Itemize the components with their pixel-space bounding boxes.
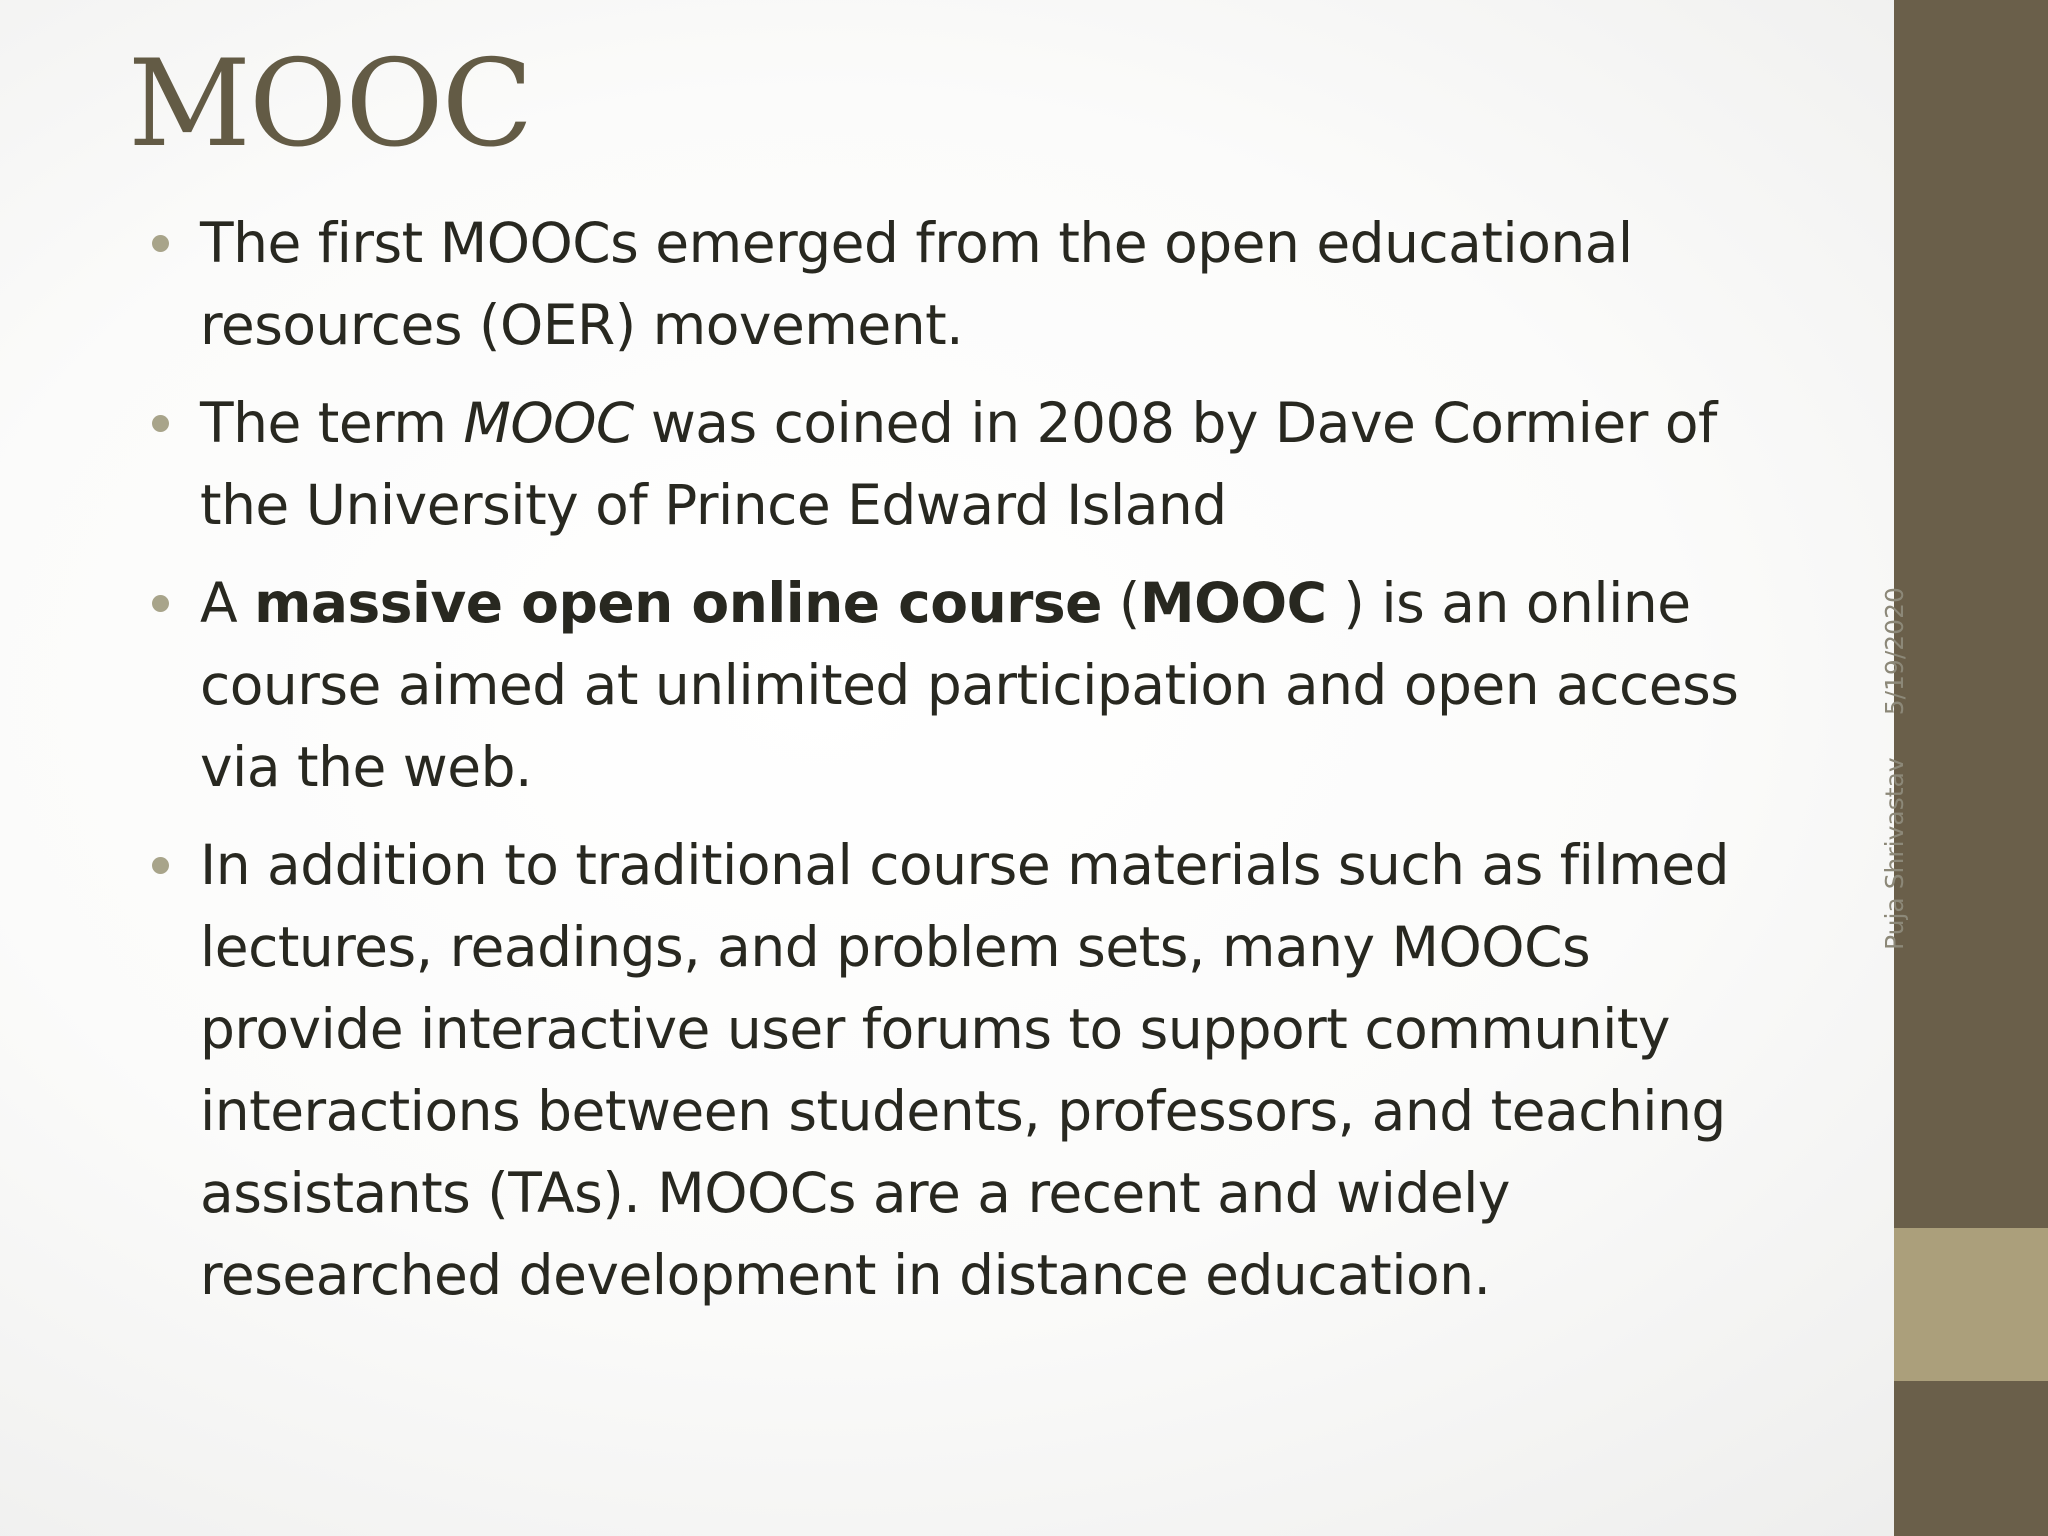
bullet-italic-term: MOOC xyxy=(463,391,634,455)
bullet-bold-acronym: MOOC xyxy=(1139,571,1327,635)
bullet-item xyxy=(148,824,1788,1316)
sidebar-accent-block xyxy=(1894,1228,2048,1381)
slide-footer xyxy=(1880,587,1910,950)
bullet-text: In addition to traditional course materials such as filmed lectures, readings, and problem sets, many MOOCs provide interactive user forums to support community interactions between students, professors, and teaching assistants (TAs). MOOCs are a recent and widely researched development in distance education. xyxy=(200,833,1730,1307)
bullet-dot-icon xyxy=(152,857,169,874)
bullet-item xyxy=(148,202,1788,366)
slide-title: MOOC xyxy=(128,35,532,174)
bullet-text-end: was coined in 2008 by Dave Cormier of the University of Prince Edward Island xyxy=(200,391,1717,537)
footer-date: 5/19/2020 xyxy=(1880,587,1909,716)
bullet-dot-icon xyxy=(152,595,169,612)
bullet-text-start: The term xyxy=(200,391,464,455)
bullet-bold-term: massive open online course xyxy=(254,571,1102,635)
bullet-dot-icon xyxy=(152,415,169,432)
bullet-item xyxy=(148,382,1788,546)
bullet-dot-icon xyxy=(152,235,169,252)
bullet-text-end: ) is an online course aimed at unlimited participation and open access via the web. xyxy=(200,571,1739,799)
bullet-item xyxy=(148,562,1788,808)
bullet-text-start: A xyxy=(200,571,255,635)
bullet-text-mid: ( xyxy=(1101,571,1140,635)
footer-author: Puja Shrivastav xyxy=(1880,757,1909,950)
bullet-text: The first MOOCs emerged from the open educational resources (OER) movement. xyxy=(200,211,1633,357)
bullet-list xyxy=(148,202,1788,1332)
